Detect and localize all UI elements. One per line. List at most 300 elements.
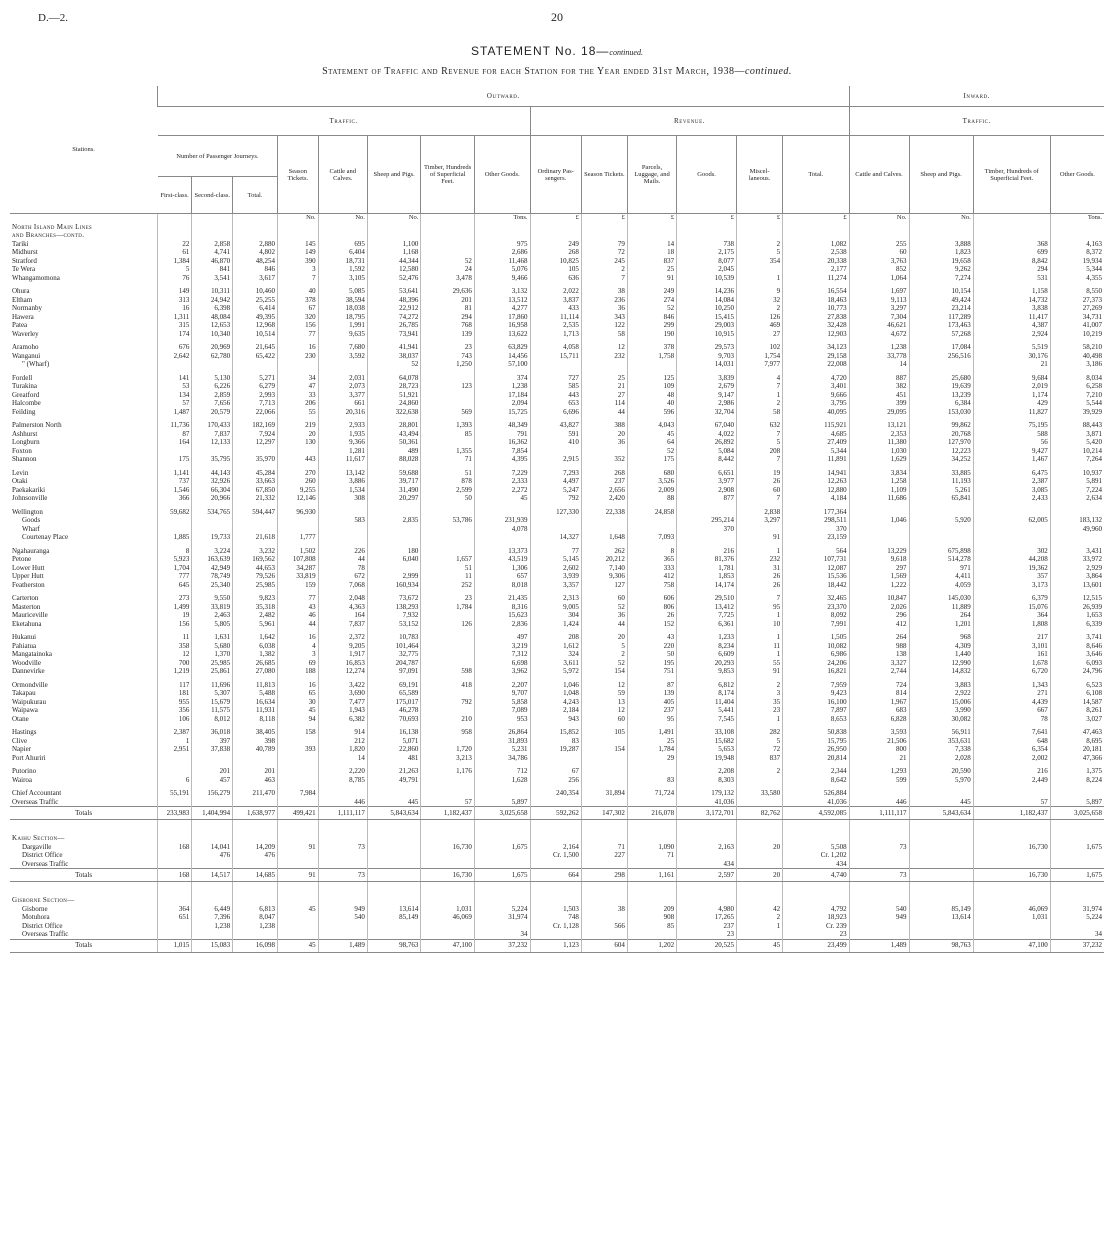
- value-cell: 358: [158, 642, 192, 651]
- value-cell: 56,911: [909, 728, 973, 737]
- value-cell: 443: [530, 391, 581, 400]
- value-cell: 82,762: [737, 807, 783, 820]
- value-cell: [192, 360, 233, 369]
- value-cell: 540: [849, 905, 909, 914]
- value-cell: 463: [233, 776, 278, 785]
- value-cell: 24,860: [367, 399, 421, 408]
- value-cell: 14,941: [783, 469, 850, 478]
- value-cell: 445: [909, 798, 973, 807]
- value-cell: 6,696: [530, 408, 581, 417]
- value-cell: 382: [849, 382, 909, 391]
- station-name: Eltham: [12, 295, 33, 304]
- value-cell: 59: [581, 689, 627, 698]
- value-cell: 3,883: [909, 681, 973, 690]
- value-cell: 63,829: [474, 343, 530, 352]
- value-cell: 390: [278, 257, 319, 266]
- value-cell: 127,330: [530, 508, 581, 517]
- value-cell: 6,720: [973, 667, 1050, 676]
- station-row: [10, 572, 1104, 581]
- value-cell: [677, 533, 737, 542]
- value-cell: 15,536: [783, 572, 850, 581]
- station-row: [10, 754, 1104, 763]
- spacer-cell: [677, 882, 737, 897]
- value-cell: 262: [581, 547, 627, 556]
- station-name: Longburn: [12, 438, 40, 446]
- value-cell: 33,778: [849, 352, 909, 361]
- value-cell: 1,343: [973, 681, 1050, 690]
- value-cell: 1: [737, 611, 783, 620]
- value-cell: 594,447: [233, 508, 278, 517]
- value-cell: 32,465: [783, 594, 850, 603]
- value-cell: 800: [849, 745, 909, 754]
- value-cell: 14,041: [192, 843, 233, 852]
- value-cell: 18,731: [318, 257, 367, 266]
- value-cell: [581, 516, 627, 525]
- value-cell: 156: [158, 620, 192, 629]
- value-cell: 204,787: [367, 659, 421, 668]
- value-cell: 1,219: [158, 667, 192, 676]
- value-cell: 227: [581, 851, 627, 860]
- value-cell: 35: [737, 698, 783, 707]
- value-cell: 36: [581, 611, 627, 620]
- value-cell: 12: [581, 706, 627, 715]
- empty-cell: [627, 896, 676, 905]
- stations-header: Stations.: [10, 86, 158, 214]
- value-cell: 727: [530, 374, 581, 383]
- value-cell: 9,147: [677, 391, 737, 400]
- value-cell: 23: [421, 594, 475, 603]
- value-cell: 16: [158, 304, 192, 313]
- value-cell: 127,970: [909, 438, 973, 447]
- value-cell: 5,247: [530, 486, 581, 495]
- value-cell: 975: [474, 240, 530, 249]
- value-cell: 3,593: [849, 728, 909, 737]
- value-cell: [530, 798, 581, 807]
- value-cell: 4,592,085: [783, 807, 850, 820]
- empty-cell: [581, 231, 627, 240]
- document-reference: D.—2.: [38, 12, 68, 24]
- value-cell: 16,138: [367, 728, 421, 737]
- value-cell: 49,424: [909, 296, 973, 305]
- station-row: [10, 851, 1104, 860]
- station-row: [10, 455, 1104, 464]
- value-cell: [849, 525, 909, 534]
- value-cell: 25: [581, 374, 627, 383]
- value-cell: 370: [677, 525, 737, 534]
- value-cell: 30: [278, 698, 319, 707]
- value-cell: 11,889: [909, 603, 973, 612]
- value-cell: 8,092: [783, 611, 850, 620]
- value-cell: 57: [973, 798, 1050, 807]
- value-cell: 64,078: [367, 374, 421, 383]
- value-cell: 22,912: [367, 304, 421, 313]
- station-row: [10, 304, 1104, 313]
- value-cell: 20: [278, 430, 319, 439]
- station-name: Upper Hutt: [12, 572, 44, 580]
- value-cell: 26: [737, 477, 783, 486]
- station-row: [10, 633, 1104, 642]
- value-cell: 1,653: [1050, 611, 1104, 620]
- empty-cell: [530, 896, 581, 905]
- value-cell: 47,366: [1050, 754, 1104, 763]
- value-cell: 4,363: [318, 603, 367, 612]
- value-cell: [158, 447, 192, 456]
- value-cell: [192, 798, 233, 807]
- value-cell: 10,539: [677, 274, 737, 283]
- value-cell: [233, 447, 278, 456]
- value-cell: 1,943: [318, 706, 367, 715]
- empty-cell: [318, 896, 367, 905]
- totals-label: Totals: [10, 807, 158, 820]
- value-cell: 2,535: [530, 321, 581, 330]
- value-cell: [192, 754, 233, 763]
- value-cell: 8,047: [233, 913, 278, 922]
- value-cell: 23,214: [909, 304, 973, 313]
- value-cell: 216: [677, 547, 737, 556]
- value-cell: 25,985: [233, 581, 278, 590]
- value-cell: 91: [278, 843, 319, 852]
- value-cell: [158, 922, 192, 931]
- value-cell: 73,672: [367, 594, 421, 603]
- value-cell: 9,684: [973, 374, 1050, 383]
- station-row: [10, 564, 1104, 573]
- value-cell: [278, 851, 319, 860]
- value-cell: [581, 525, 627, 534]
- value-cell: 21,332: [233, 494, 278, 503]
- value-cell: 98,763: [909, 939, 973, 952]
- value-cell: 7,089: [474, 706, 530, 715]
- value-cell: 60: [581, 715, 627, 724]
- value-cell: 41,036: [677, 798, 737, 807]
- value-cell: 1,258: [849, 477, 909, 486]
- value-cell: 43,519: [474, 555, 530, 564]
- value-cell: 2,908: [677, 486, 737, 495]
- value-cell: 6,986: [783, 650, 850, 659]
- section-heading-row: [10, 896, 1104, 905]
- value-cell: [278, 754, 319, 763]
- spacer-cell: [737, 882, 783, 897]
- spacer-cell: [783, 820, 850, 835]
- value-cell: 2,880: [233, 240, 278, 249]
- value-cell: [318, 508, 367, 517]
- value-cell: 1,754: [737, 352, 783, 361]
- value-cell: 596: [627, 408, 676, 417]
- value-cell: 4,277: [474, 304, 530, 313]
- statement-subtitle-continued: continued.: [744, 66, 792, 77]
- station-row: [10, 789, 1104, 798]
- value-cell: 24: [421, 265, 475, 274]
- totals-label: Totals: [10, 939, 158, 952]
- value-cell: [367, 508, 421, 517]
- value-cell: 526,884: [783, 789, 850, 798]
- value-cell: 7,897: [783, 706, 850, 715]
- value-cell: [474, 533, 530, 542]
- value-cell: 1,384: [158, 257, 192, 266]
- unit-cell: £: [530, 214, 581, 223]
- value-cell: 55: [737, 659, 783, 668]
- value-cell: 469: [737, 321, 783, 330]
- empty-cell: [474, 223, 530, 232]
- value-cell: 3,101: [973, 642, 1050, 651]
- value-cell: 7: [737, 494, 783, 503]
- value-cell: 58: [581, 330, 627, 339]
- value-cell: 16: [278, 633, 319, 642]
- value-cell: 365: [627, 555, 676, 564]
- value-cell: [367, 843, 421, 852]
- value-cell: [158, 930, 192, 939]
- station-name: Chief Accountant: [12, 789, 62, 797]
- value-cell: 282: [737, 728, 783, 737]
- value-cell: 949: [849, 913, 909, 922]
- value-cell: 7: [737, 594, 783, 603]
- value-cell: 343: [581, 313, 627, 322]
- value-cell: 237: [677, 922, 737, 931]
- statement-title-continued: continued.: [609, 48, 643, 57]
- value-cell: 49,791: [367, 776, 421, 785]
- value-cell: 10,154: [909, 287, 973, 296]
- value-cell: 15,711: [530, 352, 581, 361]
- value-cell: 43: [627, 633, 676, 642]
- value-cell: 1,675: [1050, 869, 1104, 882]
- value-cell: [233, 754, 278, 763]
- station-name: Johnsonville: [12, 494, 48, 502]
- value-cell: [581, 447, 627, 456]
- value-cell: 599: [849, 776, 909, 785]
- value-cell: 443: [278, 455, 319, 464]
- value-cell: 95: [627, 715, 676, 724]
- value-cell: 12,146: [278, 494, 319, 503]
- value-cell: 446: [318, 798, 367, 807]
- value-cell: [973, 789, 1050, 798]
- value-cell: 206: [278, 399, 319, 408]
- value-cell: [530, 860, 581, 869]
- value-cell: 3,962: [474, 667, 530, 676]
- value-cell: 19,658: [909, 257, 973, 266]
- value-cell: 569: [421, 408, 475, 417]
- empty-cell: [973, 896, 1050, 905]
- value-cell: 201: [192, 767, 233, 776]
- value-cell: 7,293: [530, 469, 581, 478]
- value-cell: 1,201: [909, 620, 973, 629]
- statement-subtitle-main: Statement of Traffic and Revenue for each Station for the Year ended 31st March, 1938—: [322, 66, 745, 77]
- value-cell: 50,361: [367, 438, 421, 447]
- value-cell: 1,090: [627, 843, 676, 852]
- value-cell: 4: [278, 642, 319, 651]
- value-cell: 11,114: [530, 313, 581, 322]
- empty-cell: [367, 834, 421, 843]
- value-cell: 260: [278, 477, 319, 486]
- value-cell: 15,076: [973, 603, 1050, 612]
- value-cell: [849, 533, 909, 542]
- value-cell: 9,423: [783, 689, 850, 698]
- value-cell: 44: [581, 408, 627, 417]
- empty-cell: [1050, 834, 1104, 843]
- value-cell: 17,084: [909, 343, 973, 352]
- value-cell: 11,891: [783, 455, 850, 464]
- value-cell: 208: [530, 633, 581, 642]
- value-cell: 134: [158, 391, 192, 400]
- value-cell: 70,693: [367, 715, 421, 724]
- value-cell: 13,512: [474, 296, 530, 305]
- value-cell: 180: [367, 547, 421, 556]
- value-cell: 648: [973, 737, 1050, 746]
- unit-cell: £: [737, 214, 783, 223]
- value-cell: 3,025,658: [474, 807, 530, 820]
- value-cell: 841: [192, 265, 233, 274]
- empty-cell: [192, 231, 233, 240]
- value-cell: 7: [278, 274, 319, 283]
- value-cell: [737, 930, 783, 939]
- value-cell: 13,601: [1050, 581, 1104, 590]
- empty-cell: [318, 834, 367, 843]
- value-cell: 1,784: [421, 603, 475, 612]
- value-cell: 2,163: [677, 843, 737, 852]
- value-cell: 2,656: [581, 486, 627, 495]
- value-cell: 2,599: [421, 486, 475, 495]
- first-class-header: First-class.: [158, 177, 192, 214]
- value-cell: [627, 798, 676, 807]
- station-row: [10, 374, 1104, 383]
- value-cell: 3,834: [849, 469, 909, 478]
- station-name: Greatford: [12, 390, 40, 399]
- value-cell: 3,186: [1050, 360, 1104, 369]
- value-cell: 2,933: [318, 421, 367, 430]
- value-cell: 4,720: [783, 374, 850, 383]
- value-cell: 632: [737, 421, 783, 430]
- totals-row: [10, 869, 1104, 882]
- value-cell: 16,730: [421, 843, 475, 852]
- value-cell: [1050, 922, 1104, 931]
- value-cell: 122: [581, 321, 627, 330]
- value-cell: 7,068: [318, 581, 367, 590]
- value-cell: 153,030: [909, 408, 973, 417]
- value-cell: 2: [737, 240, 783, 249]
- value-cell: 476: [192, 851, 233, 860]
- value-cell: 418: [421, 681, 475, 690]
- value-cell: 1,141: [158, 469, 192, 478]
- value-cell: 56: [973, 438, 1050, 447]
- station-name: Hastings: [12, 728, 37, 736]
- value-cell: 398: [233, 737, 278, 746]
- station-row: [10, 321, 1104, 330]
- value-cell: 159: [278, 581, 319, 590]
- spacer-cell: [627, 882, 676, 897]
- value-cell: 14: [849, 360, 909, 369]
- value-cell: 5,076: [474, 265, 530, 274]
- value-cell: 12,515: [1050, 594, 1104, 603]
- empty-cell: [158, 231, 192, 240]
- value-cell: 12,297: [233, 438, 278, 447]
- value-cell: 7,210: [1050, 391, 1104, 400]
- value-cell: 24,858: [627, 508, 676, 517]
- empty-cell: [318, 231, 367, 240]
- spacer-cell: [474, 820, 530, 835]
- value-cell: 87: [627, 681, 676, 690]
- value-cell: 45: [737, 939, 783, 952]
- value-cell: 201: [421, 296, 475, 305]
- value-cell: [973, 508, 1050, 517]
- value-cell: [421, 508, 475, 517]
- value-cell: 354: [737, 257, 783, 266]
- value-cell: 20,590: [909, 767, 973, 776]
- value-cell: 91: [278, 869, 319, 882]
- value-cell: 4,163: [1050, 240, 1104, 249]
- value-cell: 177,364: [783, 508, 850, 517]
- value-cell: 2,602: [530, 564, 581, 573]
- spacer-cell: [233, 882, 278, 897]
- value-cell: 7: [737, 430, 783, 439]
- value-cell: 270: [278, 469, 319, 478]
- value-cell: 34,123: [783, 343, 850, 352]
- unit-cell: £: [677, 214, 737, 223]
- value-cell: 7,312: [474, 650, 530, 659]
- value-cell: 3: [737, 689, 783, 698]
- value-cell: 50: [627, 650, 676, 659]
- spacer-cell: [973, 820, 1050, 835]
- value-cell: 4,387: [973, 321, 1050, 330]
- value-cell: 30,082: [909, 715, 973, 724]
- value-cell: 91: [627, 274, 676, 283]
- value-cell: 591: [530, 430, 581, 439]
- value-cell: 33,663: [233, 477, 278, 486]
- value-cell: 4: [737, 374, 783, 383]
- value-cell: [581, 737, 627, 746]
- value-cell: 10,825: [530, 257, 581, 266]
- value-cell: [849, 508, 909, 517]
- value-cell: 237: [581, 477, 627, 486]
- value-cell: 1,704: [158, 564, 192, 573]
- value-cell: 62,780: [192, 352, 233, 361]
- value-cell: 2,073: [318, 382, 367, 391]
- value-cell: [627, 360, 676, 369]
- value-cell: 324: [530, 650, 581, 659]
- value-cell: 1,281: [318, 447, 367, 456]
- value-cell: 6,354: [973, 745, 1050, 754]
- value-cell: [367, 922, 421, 931]
- value-cell: 20,814: [783, 754, 850, 763]
- value-cell: 44: [278, 620, 319, 629]
- value-cell: 2,344: [783, 767, 850, 776]
- station-row: [10, 408, 1104, 417]
- value-cell: [627, 767, 676, 776]
- value-cell: 23: [737, 706, 783, 715]
- value-cell: 3,357: [530, 581, 581, 590]
- value-cell: 4,184: [783, 494, 850, 503]
- value-cell: 1,046: [849, 516, 909, 525]
- value-cell: 2,463: [192, 611, 233, 620]
- inward-other-goods-header: Other Goods.: [1050, 136, 1104, 214]
- value-cell: 163,639: [192, 555, 233, 564]
- value-cell: 27: [737, 330, 783, 339]
- value-cell: 29,158: [783, 352, 850, 361]
- value-cell: 5,519: [973, 343, 1050, 352]
- value-cell: 38,405: [233, 728, 278, 737]
- value-cell: 7,093: [627, 533, 676, 542]
- empty-cell: [1050, 223, 1104, 232]
- value-cell: 566: [581, 922, 627, 931]
- value-cell: 5,805: [192, 620, 233, 629]
- station-name: Dannevirke: [12, 667, 45, 675]
- value-cell: 27,373: [1050, 296, 1104, 305]
- value-cell: 304: [530, 611, 581, 620]
- value-cell: [318, 922, 367, 931]
- value-cell: [849, 922, 909, 931]
- station-name: Otaki: [12, 477, 28, 485]
- empty-cell: [581, 834, 627, 843]
- value-cell: 5,084: [677, 447, 737, 456]
- value-cell: 6,609: [677, 650, 737, 659]
- value-cell: [474, 508, 530, 517]
